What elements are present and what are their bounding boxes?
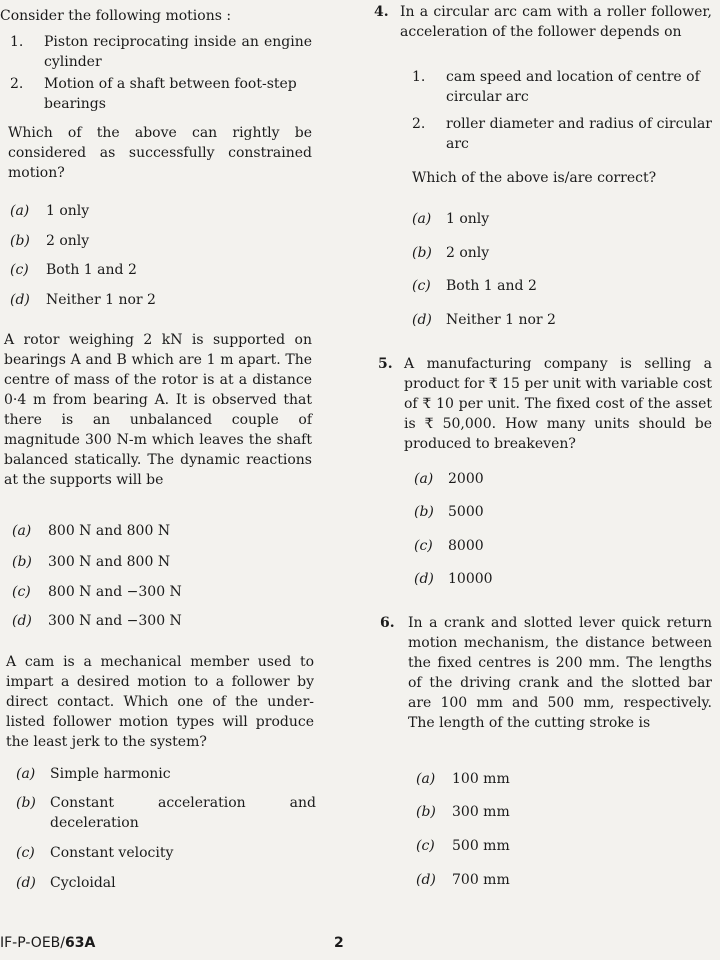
- question-number: 4.: [374, 4, 389, 20]
- question-stem: Which of the above is/are correct?: [412, 170, 657, 186]
- item-text: roller diameter and radius of circular arc: [446, 116, 712, 152]
- question-intro: Consider the following motions :: [0, 8, 232, 24]
- question-6: In a crank and slotted lever quick return motion mechanism, the distance between the fixed centres is 200 mm. The lengths of the driving crank and the slotted bar are 100 mm and 500 mm, respectively. The length of the cutting stroke is: [408, 615, 712, 731]
- question-number: 5.: [378, 356, 393, 372]
- question-3: [0, 6, 312, 26]
- question-rotor: A rotor weighing 2 kN is supported on bearings A and B which are 1 m apart. The centre of mass of the rotor is at a distance 0·4 m from bearing A. It is observed that there is an unbalanced couple of magnitude 300 N-m which leaves the shaft balanced statically. The dynamic reactions at the supports will be: [4, 332, 312, 488]
- paper-code: IF-P-OEB/63A: [0, 935, 96, 951]
- page-number: 2: [334, 935, 344, 951]
- question-4: In a circular arc cam with a roller follower, acceleration of the follower depends on: [400, 4, 712, 40]
- question-number: 6.: [380, 615, 395, 631]
- question-5: A manufacturing company is selling a product for ₹ 15 per unit with variable cost of ₹ 10 per unit. The fixed cost of the asset is ₹ 50,000. How many units should be produced to breakeven?: [404, 356, 712, 452]
- item-text: Piston reciprocating inside an engine cylinder: [44, 34, 312, 70]
- question-cam: A cam is a mechanical member used to impart a desired motion to a follower by direct contact. Which one of the under-listed follower motion types will produce the least jerk to the system?: [6, 654, 314, 750]
- item-text: cam speed and location of centre of circular arc: [446, 69, 700, 105]
- item-text: Motion of a shaft between foot-step bearings: [44, 76, 297, 112]
- question-stem: Which of the above can rightly be considered as successfully constrained motion?: [8, 125, 312, 181]
